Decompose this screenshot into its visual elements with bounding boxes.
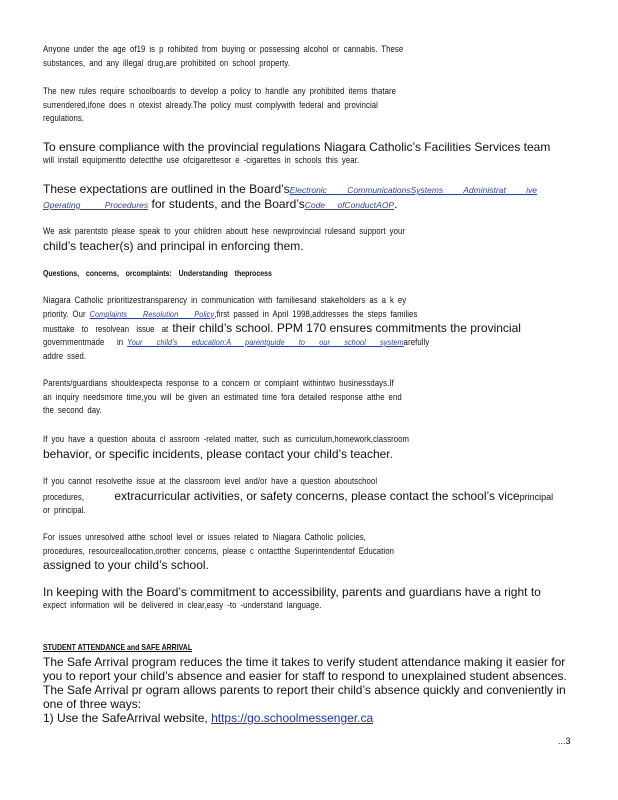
text-line: If you have a question abouta cl assroom -related matter, such as curriculum,homework,classroom bbox=[43, 434, 410, 444]
text-line: regulations. bbox=[43, 113, 85, 123]
paragraph-safe-arrival bbox=[43, 655, 578, 725]
text-line: substances, and any illegal drug,are prohibited on school property. bbox=[43, 57, 290, 68]
list-item bbox=[43, 711, 578, 725]
text-line: We ask parentsto please speak to your children aboutt hese newprovincial rulesand support your bbox=[43, 226, 406, 236]
link-code-of-conduct[interactable]: Code ofConductAOP bbox=[304, 200, 395, 210]
text-line: expect information will be delivered in clear,easy -to -understand language. bbox=[43, 600, 322, 610]
text-span: priority. Our bbox=[43, 308, 86, 319]
text-line: The Safe Arrival program reduces the time it takes to verify student attendance making it easier for bbox=[43, 655, 566, 669]
text-span: arefully bbox=[403, 337, 430, 347]
paragraph-cannot-resolve bbox=[43, 475, 578, 517]
text-line: addre ssed. bbox=[43, 350, 87, 361]
text-line: behavior, or specific incidents, please contact your child’s teacher. bbox=[43, 446, 393, 461]
text-line: procedures, resourceallocation,orother concerns, please c ontactthe Superintendentof Education bbox=[43, 545, 395, 556]
text-line: In keeping with the Board’s commitment to accessibility, parents and guardians have a right to bbox=[43, 585, 541, 599]
paragraph-cannabis bbox=[43, 43, 578, 70]
text-span: governmentmade in bbox=[43, 337, 124, 347]
text-line: surrendered,ifone does n otexist already.The policy must complywith federal and provincial bbox=[43, 99, 378, 110]
text-line: To ensure compliance with the provincial regulations Niagara Catholic’s Facilities Services team bbox=[43, 140, 551, 154]
heading-questions bbox=[43, 267, 578, 281]
text-line bbox=[43, 321, 578, 336]
text-span: principal bbox=[519, 491, 554, 502]
link-parent-guide[interactable]: Your child’s education:A parentguide to our school system bbox=[127, 337, 404, 347]
text-line: assigned to your child’s school. bbox=[43, 558, 209, 572]
text-span: 1) Use the SafeArrival website, bbox=[43, 711, 212, 725]
paragraph-compliance bbox=[43, 140, 578, 168]
page-number: ...3 bbox=[558, 736, 571, 746]
text-line: The new rules require schoolboards to develop a policy to handle any prohibited items thatare bbox=[43, 86, 397, 96]
section-heading: Questions, concerns, orcomplaints: Understanding theprocess bbox=[43, 268, 272, 278]
paragraph-classroom bbox=[43, 433, 578, 461]
text-line: For issues unresolved atthe school level or issues related to Niagara Catholic policies, bbox=[43, 532, 366, 542]
paragraph-unresolved bbox=[43, 531, 578, 572]
text-line: an inquiry needsmore time,you will be given an estimated time fora detailed response atthe end bbox=[43, 391, 402, 402]
text-line: Anyone under the age of19 is p rohibited from buying or possessing alcohol or cannabis. These bbox=[43, 44, 404, 54]
text-span: their child’s school. PPM 170 ensures commitments the provincial bbox=[169, 321, 521, 335]
text-span: ,first passed in April 1998,addresses the steps families bbox=[214, 308, 418, 319]
text-span: procedures, bbox=[43, 491, 84, 502]
text-line: child’s teacher(s) and principal in enforcing them. bbox=[43, 238, 304, 253]
paragraph-accessibility bbox=[43, 585, 578, 613]
paragraph-expectations bbox=[43, 182, 578, 212]
link-electronic-communications[interactable]: Electronic CommunicationsSystems Administrat ive bbox=[289, 185, 537, 195]
paragraph-new-rules bbox=[43, 85, 578, 126]
text-line: you to report your child’s absence and easier for staff to respond to unexplained student absences. bbox=[43, 669, 567, 683]
link-safearrival-website[interactable]: https://go.schoolmessenger.ca bbox=[211, 711, 374, 725]
paragraph-ask-parents bbox=[43, 225, 578, 253]
text-line: the second day. bbox=[43, 405, 102, 415]
text-line: The Safe Arrival pr ogram allows parents to report their child’s absence quickly and conveniently in bbox=[43, 683, 566, 697]
paragraph-response-time bbox=[43, 377, 578, 418]
text-line: If you cannot resolvethe issue at the classroom level and/or have a question aboutschool bbox=[43, 476, 378, 486]
text-line bbox=[43, 336, 576, 350]
text-line: will install equipmentto detectthe use ofcigarettesor e -cigarettes in schools this year. bbox=[43, 155, 360, 165]
text-span: for students, and the Board’s bbox=[148, 197, 305, 211]
heading-attendance bbox=[43, 641, 578, 655]
text-line bbox=[43, 308, 576, 322]
link-complaints-resolution-policy[interactable]: Complaints Resolution Policy bbox=[89, 308, 215, 319]
paragraph-transparency bbox=[43, 294, 578, 363]
text-span: . bbox=[394, 197, 398, 211]
text-line: one of three ways: bbox=[43, 697, 142, 711]
text-line: Parents/guardians shouldexpecta response to a concern or complaint withintwo businessdays.If bbox=[43, 378, 394, 388]
text-span: extracurricular activities, or safety concerns, please contact the school’s vice bbox=[111, 488, 520, 503]
text-span: musttake to resolvean issue at bbox=[43, 324, 169, 334]
text-span: These expectations are outlined in the Board’s bbox=[43, 182, 290, 196]
text-line: or principal. bbox=[43, 504, 86, 515]
section-heading: STUDENT ATTENDANCE and SAFE ARRIVAL bbox=[43, 642, 193, 652]
text-line: Niagara Catholic prioritizestransparency in communication with familiesand stakeholders as a k ey bbox=[43, 295, 407, 305]
text-line bbox=[43, 489, 578, 504]
link-operating-procedures[interactable]: Operating Procedures bbox=[43, 200, 149, 210]
